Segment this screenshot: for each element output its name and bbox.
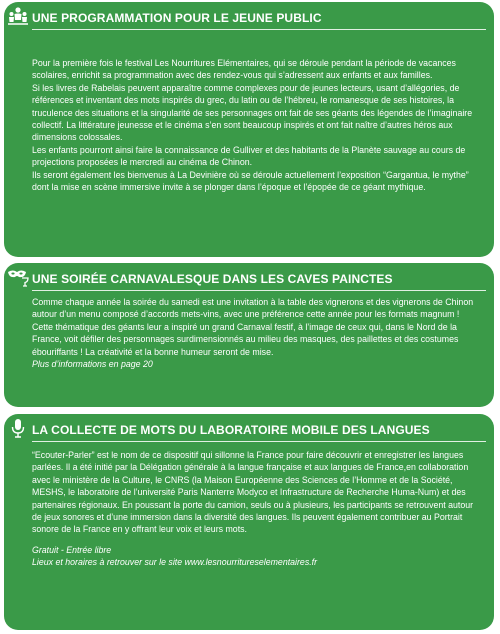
- section-body: [32, 57, 482, 193]
- website-note: Lieux et horaires à retrouver sur le site www.lesnourritureselementaires.fr: [32, 557, 318, 568]
- section-jeune-public: [4, 2, 494, 257]
- paragraph: Les enfants pourront ainsi faire la connaissance de Gulliver et des habitants de la Planète sauvage au cours de projections proposées le mercredi au cinéma de Chinon.: [32, 144, 466, 168]
- section-body: [32, 449, 482, 569]
- section-collecte-mots: [4, 414, 494, 630]
- section-title: LA COLLECTE DE MOTS DU LABORATOIRE MOBILE DES LANGUES: [32, 423, 430, 437]
- section-title: UNE SOIRÉE CARNAVALESQUE DANS LES CAVES PAINCTES: [32, 272, 393, 286]
- title-divider: [32, 29, 486, 30]
- children-group-icon: [7, 5, 29, 27]
- title-divider: [32, 441, 486, 442]
- paragraph: Ils seront également les bienvenus à La Devinière où se déroule actuellement l’exposition “Gargantua, le mythe” dont la mise en scène immersive invite à se plonger dans l’époque et l’épopée de ce géant mythique.: [32, 169, 469, 193]
- title-divider: [32, 290, 486, 291]
- paragraph: Pour la première fois le festival Les Nourritures Elémentaires, qui se déroule pendant la période de vacances scolaires, enrichit sa programmation avec des rendez-vous qui s’adressent aux enfants et aux familles.: [32, 58, 456, 81]
- section-title: UNE PROGRAMMATION POUR LE JEUNE PUBLIC: [32, 11, 322, 25]
- paragraph: Si les livres de Rabelais peuvent apparaître comme complexes pour de jeunes lecteurs, usant d’allégories, de références et inventant des mots inspirés du grec, du latin ou de l’hébreu, le romanesque de ses histoires, la truculence des situations et la singularité de ses personnages ont fait de ses géants des légendes de l’imaginaire collectif. La littérature jeunesse et le cinéma s’en sont beaucoup inspirés et ont fait naître d’autres héros aux dimensions colossales.: [32, 82, 473, 143]
- price-note: Gratuit - Entrée libre: [32, 544, 112, 555]
- mask-wineglass-icon: [7, 266, 29, 288]
- section-soiree-carnavalesque: [4, 263, 494, 407]
- page-reference-note: Plus d’informations en page 20: [32, 359, 153, 370]
- section-body: [32, 296, 482, 370]
- paragraph: Comme chaque année la soirée du samedi est une invitation à la table des vignerons et des vignerons de Chinon autour d’un menu composé d’accords mets-vins, avec une préférence cette année pour les formats magnum ! Cette thématique des géants leur a inspiré un grand Carnaval festif, à l’image de ceux qui, dans le Nord de la France, voit défiler des personnages surdimensionnés au milieu des masques, des paillettes et des costumes ébouriffants ! La créativité et la bonne humeur seront de mise.: [32, 297, 474, 357]
- microphone-icon: [7, 417, 29, 439]
- paragraph: “Ecouter-Parler” est le nom de ce dispositif qui sillonne la France pour faire découvrir et enregistrer les langues parlées. Il a été initié par la Délégation générale à la langue française et aux langues de France,en collaboration avec le ministère de la Culture, le CNRS (la Maison Européenne des Sciences de l’Homme et de la Société, MESHS, le laboratoire de l’université Paris Nanterre Modyco et Infrastructure de Recherche Huma-Num) et des partenaires régionaux. En poussant la porte du camion, seuls ou à plusieurs, les participants se retrouvent autour de jeux sonores et d’une immersion dans la diversité des langues. Ils peuvent également contribuer au Portrait sonore de la France en y offrant leur voix et leurs mots.: [32, 450, 474, 535]
